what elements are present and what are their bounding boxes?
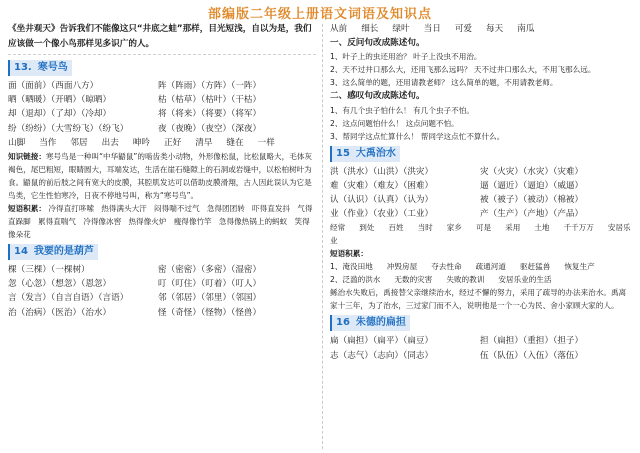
section-number: 16: [336, 317, 350, 329]
word-row: [8, 263, 316, 277]
word-group: 枯（枯草）（枯叶）（干枯）: [158, 95, 262, 106]
phrase: 1、淹没田地: [330, 262, 373, 272]
word-row: [330, 207, 632, 221]
phrase: 热得像火炉: [128, 217, 167, 227]
word-group: 却（退却）（了却）（冷却）: [8, 109, 112, 120]
vocab-word: 从前: [330, 24, 348, 34]
vocab-line: [8, 136, 316, 150]
word-group: 晒（晒暖）（开晒）（晾晒）: [8, 95, 112, 106]
left-column: [8, 22, 316, 320]
phrase-line: [330, 260, 632, 273]
word-row: [330, 193, 632, 207]
vocab-word: 清早: [195, 137, 213, 148]
word-group: 邻（邻居）（邻里）（邻国）: [158, 293, 262, 304]
vocab-word: 当作: [39, 137, 57, 148]
phrase: 笑得像朵花: [8, 217, 310, 240]
vocab-word: 可爱: [454, 24, 473, 34]
word-group: 密（密密）（多密）（湿密）: [158, 265, 262, 276]
section-number: 15: [336, 147, 350, 159]
word-group: 洪（洪水）（山洪）（洪灾）: [330, 166, 434, 177]
phrase: 恢复生产: [564, 262, 595, 272]
phrase: 热得满头大汗: [101, 204, 147, 214]
phrase: 瘦得像竹竿: [173, 217, 212, 227]
word-group: 扁（扁担）（扁平）（扁豆）: [330, 336, 434, 347]
word-group: 产（生产）（产地）（产品）: [480, 209, 584, 220]
phrase: 急得团团转: [206, 204, 245, 214]
word-group: 被（被子）（被动）（棉被）: [480, 195, 584, 206]
phrase: 冷得像冰窖: [83, 217, 122, 227]
phrase: 冲毁房屋: [386, 262, 418, 272]
exercise-item: 3、帮同学这点忙算什么！ 帮同学这点忙不算什么。: [330, 131, 505, 141]
note-paragraph: 鲧治水失败后，禹接替父亲继续治水，经过不懈的努力，采用了疏导的办法来治水。禹离家十三年，为了治水，三过家门而不入，说明他是一个一心为民、舍小家顾大家的人。: [330, 288, 627, 311]
knowledge-paragraph: [8, 150, 316, 202]
phrase: 累得直喘气: [38, 217, 76, 227]
vocab-word: 安居乐业: [330, 223, 631, 246]
vocab-word: 邻居: [70, 137, 88, 148]
knowledge-label: 知识链接：: [8, 152, 46, 162]
section-title: 朱德的扁担: [355, 317, 406, 329]
section-13-header: [8, 60, 72, 76]
vocab-word: 经常: [330, 223, 346, 233]
vocab-word: 呻吟: [132, 137, 151, 148]
section-15-header: [330, 146, 400, 162]
divider-line: [8, 54, 316, 55]
vocab-word: 采用: [505, 223, 521, 233]
word-row: [330, 179, 632, 193]
vocab-word: 土地: [534, 223, 550, 233]
word-group: 阵（阵雨）（方阵）（一阵）: [158, 81, 262, 91]
vocab-word: 到处: [359, 223, 375, 233]
word-group: 面（面前）（西面八方）: [8, 81, 99, 91]
phrase: 急得像热锅上的蚂蚁: [218, 217, 288, 227]
word-row: [330, 165, 632, 179]
word-group: 将（将来）（将要）（将军）: [158, 109, 262, 120]
phrase: 夺去性命: [431, 262, 462, 272]
accum-label: 短语积累：: [8, 204, 46, 214]
vocab-word: 正好: [164, 137, 182, 148]
word-group: 伍（队伍）（入伍）（落伍）: [480, 350, 584, 361]
exercise-item: 2、天不过井口那么大，还用飞那么远吗？ 天不过井口那么大，不用飞那么远。: [330, 65, 596, 75]
word-group: 言（发言）（自言自语）（言语）: [8, 293, 129, 304]
phrase-accumulation: [8, 202, 316, 241]
column-divider: [322, 24, 323, 449]
word-row: [8, 122, 316, 136]
knowledge-text: 寒号鸟是一种叫“中华鼯鼠”的啮齿类小动物，外形像松鼠，比松鼠略大，毛体灰褐色，尾巴粗短，眼睛圆大，耳端发达，生活在崖石缝隙上的石洞或岩缝中，以松柏树叶为食。鼯鼠的前后肢之间有宽大的皮膜，其腔肌发达可以借助皮膜滑翔，古人因此误认为它是鸟类，它生性怕寒冷，日夜不停地号叫，称为“寒号鸟”。: [8, 152, 313, 201]
vocab-word: 当日: [423, 24, 441, 34]
word-row: [8, 306, 316, 320]
section-title: 寒号鸟: [37, 62, 68, 73]
word-group: 纷（纷纷）（大雪纷飞）（纷飞）: [8, 123, 129, 134]
phrase: 安居乐业的生活: [498, 275, 552, 285]
vocab-word: 家乡: [446, 223, 462, 233]
vocab-word: 绿叶: [392, 24, 410, 34]
phrase: 气得直跺脚: [8, 204, 313, 227]
phrase: 驱赶猛兽: [519, 262, 551, 272]
word-group: 叮（叮住）（叮着）（叮人）: [158, 279, 262, 290]
phrase-line: [330, 273, 632, 286]
word-row: [8, 107, 316, 121]
phrase: 吓得直发抖: [252, 204, 291, 214]
vocab-word: 缝在: [226, 137, 244, 148]
vocab-word: 千千万万: [563, 223, 594, 233]
word-row: [330, 334, 632, 348]
subheading: 二、感叹句改成陈述句。: [330, 91, 425, 102]
phrase: 2、泛滥的洪水: [330, 275, 381, 285]
section-number: 14: [14, 246, 28, 258]
exercise-item: 1、有几个虫子怕什么！ 有几个虫子不怕。: [330, 105, 474, 115]
word-group: 难（灾难）（难友）（困难）: [330, 180, 434, 191]
word-group: 怪（奇怪）（怪物）（怪兽）: [158, 307, 262, 318]
section-14-header: [8, 244, 98, 260]
word-group: 治（治病）（医治）（治水）: [8, 307, 112, 318]
exercise-item: 1、叶子上的虫还用治？ 叶子上没虫不用治。: [330, 52, 482, 62]
word-group: 志（志气）（志向）（同志）: [330, 350, 434, 361]
vocab-word: 一样: [257, 137, 275, 148]
section-title: 我要的是葫芦: [33, 246, 94, 258]
vocab-line: [330, 221, 632, 247]
word-group: 认（认识）（认真）（认为）: [330, 195, 434, 206]
word-group: 夜（夜晚）（夜空）（深夜）: [158, 123, 262, 134]
vocab-word: 出去: [101, 137, 119, 148]
phrase: 疏通河道: [475, 262, 506, 272]
word-row: [8, 291, 316, 305]
vocab-line: [330, 22, 632, 36]
page-title: 部编版二年级上册语文词语及知识点: [207, 7, 432, 22]
word-row: [8, 79, 316, 93]
right-column: [330, 22, 632, 363]
word-group: 灾（火灾）（水灾）（灾难）: [480, 166, 584, 177]
exercise-item: 2、这点问题怕什么！ 这点问题不怕。: [330, 118, 459, 128]
word-group: 业（作业）（农业）（工业）: [330, 209, 434, 220]
exercise-item: 3、这么简单的题，还用请教老师？ 这么简单的题，不用请教老师。: [330, 78, 558, 88]
phrase: 失败的教训: [446, 275, 485, 285]
word-row: [8, 93, 316, 107]
section-title: 大禹治水: [355, 147, 396, 159]
word-row: [330, 349, 632, 363]
word-row: [8, 277, 316, 291]
phrase: 冷得直打哆嗦: [48, 204, 94, 214]
word-group: 棵（三棵）（一棵树）: [8, 265, 90, 276]
section-number: 13.: [14, 62, 32, 73]
section-16-header: [330, 315, 410, 331]
intro-text: 《坐井观天》告诉我们不能像这只“井底之蛙”那样，目光短浅，自以为是，我们应该做一个像小鸟那样见多识广的人。: [8, 24, 312, 49]
subheading: 一、反问句改成陈述句。: [330, 38, 425, 49]
phrase: 无数的灾害: [394, 275, 433, 285]
word-group: 担（扁担）（重担）（担子）: [480, 336, 584, 347]
word-group: 逼（逼近）（逼迫）（威逼）: [480, 180, 584, 191]
vocab-word: 百姓: [388, 223, 404, 233]
vocab-word: 细长: [361, 24, 379, 34]
vocab-word: 每天: [486, 24, 504, 34]
accum-label: 短语积累：: [330, 249, 368, 259]
vocab-word: 当时: [417, 223, 433, 233]
vocab-word: 可是: [475, 223, 492, 233]
phrase: 闷得喘不过气: [154, 204, 200, 214]
word-group: 忽（心忽）（想忽）（恩忽）: [8, 279, 112, 290]
vocab-word: 南瓜: [517, 24, 535, 34]
vocab-word: 山脚: [8, 137, 26, 148]
